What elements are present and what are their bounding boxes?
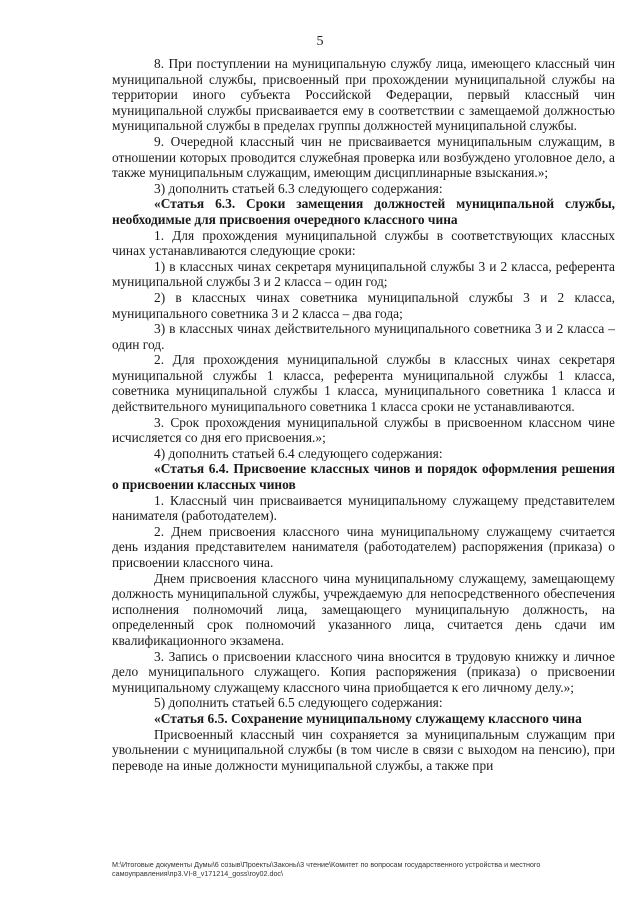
paragraph-item-8: 8. При поступлении на муниципальную службу лица, имеющего классный чин муниципальной службы, присвоенный при прохождении муниципальной службы на территории иного субъекта Российской Федерации, первый классный чин муниципальной службы присваивается ему в соответствии с замещаемой должностью муниципальной службы в пределах группы должностей муниципальной службы. [112, 56, 615, 134]
paragraph-6-3-2: 2. Для прохождения муниципальной службы в классных чинах секретаря муниципальной службы 1 класса, референта муниципальной службы 1 класса, советника муниципальной службы 1 класса, муниципального советника 1 класса и действительного муниципального советника 1 класса сроки не устанавливаются. [112, 352, 615, 415]
paragraph-6-4-3: 3. Запись о присвоении классного чина вносится в трудовую книжку и личное дело муниципального служащего. Копия распоряжения (приказа) о присвоении муниципальному служащему классного чина приобщается к его личному делу.»; [112, 648, 615, 695]
paragraph-6-5-body: Присвоенный классный чин сохраняется за муниципальным служащим при увольнении с муниципальной службы (в том числе в связи с выходом на пенсию), при переводе на иные должности муниципальной службы, а также при [112, 726, 615, 773]
document-body [112, 56, 615, 773]
file-path-footer: М:\Итоговые документы Думы\6 созыв\Проекты\Законы\3 чтение\Комитет по вопросам государственного устройства и местного самоуправления\пр3.VI-8_v171214_goss\roy02.doc\ [112, 860, 541, 878]
paragraph-6-4-1: 1. Классный чин присваивается муниципальному служащему представителем нанимателя (работодателем). [112, 492, 615, 524]
paragraph-item-9: 9. Очередной классный чин не присваивается муниципальным служащим, в отношении которых проводится служебная проверка или возбуждено уголовное дело, а также муниципальным служащим, имеющим дисциплинарные взыскания.»; [112, 133, 615, 181]
paragraph-6-3-1: 1. Для прохождения муниципальной службы в соответствующих классных чинах устанавливаются следующие сроки: [112, 227, 615, 259]
paragraph-6-3-1-1: 1) в классных чинах секретаря муниципальной службы 3 и 2 класса, референта муниципальной службы 3 и 2 класса – один год; [112, 258, 615, 290]
article-6-5-heading: «Статья 6.5. Сохранение муниципальному служащему классного чина [154, 710, 582, 726]
page-number: 5 [316, 34, 324, 49]
amendment-4-intro: 4) дополнить статьей 6.4 следующего содержания: [154, 445, 443, 461]
paragraph-6-4-2-continued: Днем присвоения классного чина муниципальному служащему, замещающему должность муниципальной службы, учреждаемую для непосредственного обеспечения исполнения полномочий лица, замещающего муниципальную должность, на определенный срок полномочий указанного лица, считается день сдачи им квалификационного экзамена. [112, 570, 615, 648]
amendment-3-intro: 3) дополнить статьей 6.3 следующего содержания: [154, 180, 443, 196]
paragraph-6-3-1-2: 2) в классных чинах советника муниципальной службы 3 и 2 класса, муниципального советника 3 и 2 класса – два года; [112, 289, 615, 321]
article-6-3-heading: «Статья 6.3. Сроки замещения должностей муниципальной службы, необходимые для присвоения очередного классного чина [112, 196, 615, 227]
article-6-4-heading: «Статья 6.4. Присвоение классных чинов и порядок оформления решения о присвоении классных чинов [112, 461, 615, 493]
paragraph-6-4-2: 2. Днем присвоения классного чина муниципальному служащему считается день издания представителем нанимателя (работодателем) распоряжения (приказа) о присвоении классного чина. [112, 523, 615, 570]
paragraph-6-3-3: 3. Срок прохождения муниципальной службы в присвоенном классном чине исчисляется со дня его присвоения.»; [112, 414, 615, 446]
amendment-5-intro: 5) дополнить статьей 6.5 следующего содержания: [154, 695, 443, 711]
paragraph-6-3-1-3: 3) в классных чинах действительного муниципального советника 3 и 2 класса – один год. [112, 321, 615, 352]
